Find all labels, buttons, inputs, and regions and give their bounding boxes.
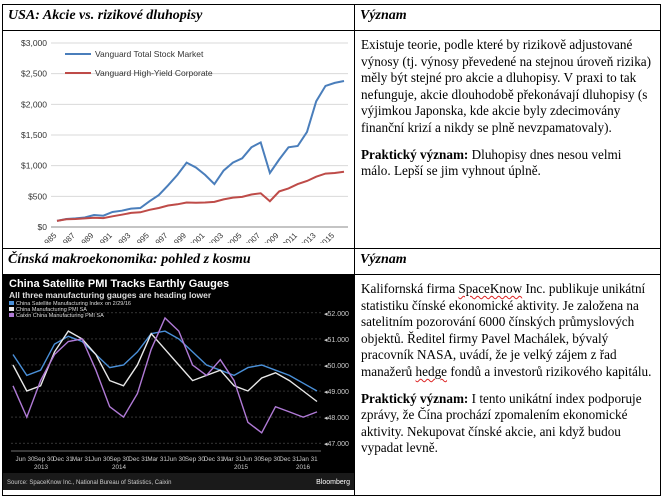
x-tick-label: 2015 (317, 231, 337, 243)
x-tick-label: Mar 31 (71, 456, 92, 463)
usa-line-chart (3, 31, 354, 243)
x-tick-label: 1993 (113, 231, 133, 243)
y-tick-label: $3,000 (21, 38, 47, 48)
x-tick-label: Dec 31 (52, 456, 73, 463)
x-tick-label: Sep 30 (109, 456, 130, 463)
x-year-label: 2013 (33, 464, 49, 471)
x-tick-label: 1997 (150, 231, 170, 243)
x-year-label: 2016 (295, 464, 311, 471)
x-tick-label: 2013 (298, 231, 318, 243)
y-tick-label: ◂49.000 (324, 389, 349, 397)
row2-meaning-header: Význam (355, 249, 661, 275)
legend-swatch (9, 307, 14, 311)
row1-practical (361, 147, 654, 180)
y-tick-label: ◂48.000 (324, 415, 349, 423)
legend-date-note: on 2/29/16 (105, 301, 131, 307)
row1-title: USA: Akcie vs. rizikové dluhopisy (3, 5, 355, 31)
legend-label: Vanguard High-Yield Corporate (95, 68, 213, 78)
content-table (2, 4, 661, 496)
x-year-label: 2015 (233, 464, 249, 471)
china-pmi-chart (3, 275, 354, 490)
x-tick-label: 1995 (132, 231, 151, 243)
series-line (57, 81, 344, 221)
x-tick-label: 2007 (243, 231, 263, 243)
x-tick-label: 1989 (76, 231, 96, 243)
x-tick-label: 2005 (224, 231, 244, 243)
row1-meaning-header: Význam (355, 5, 661, 31)
x-tick-label: Dec 31 (279, 456, 300, 463)
china-chart-cell (3, 275, 355, 496)
x-tick-label: 1985 (39, 231, 59, 243)
legend-swatch (9, 313, 14, 317)
chart-subtitle: All three manufacturing gauges are heading lower (9, 290, 212, 300)
row2-text-cell (355, 275, 661, 496)
chart-title: China Satellite PMI Tracks Earthly Gauges (9, 278, 230, 290)
x-tick-label: Jun 30 (15, 456, 35, 463)
row1-text-cell (355, 31, 661, 249)
y-tick-label: $1,500 (21, 130, 47, 140)
y-tick-label: ◂51.000 (324, 336, 349, 344)
legend-swatch (9, 301, 14, 305)
x-tick-label: Jun 30 (166, 456, 186, 463)
y-tick-label: $2,500 (21, 68, 47, 79)
legend-label: China Manufacturing PMI SA (16, 307, 87, 313)
y-tick-label: ◂50.000 (324, 362, 349, 370)
legend-label: Caixin China Manufacturing PMI SA (16, 313, 104, 319)
x-tick-label: 2001 (187, 231, 207, 243)
row1-practical-label: Praktický význam: (361, 146, 469, 162)
x-tick-label: 2009 (261, 231, 281, 243)
row2-text-c: fondů a investorů rizikového kapitálu. (447, 363, 652, 379)
x-tick-label: Jan 31 (298, 456, 318, 463)
chart-source: Source: SpaceKnow Inc., National Bureau of Statistics, Caixin (7, 480, 172, 486)
row2-text-b: Inc. publikuje unikátní statistiku čínské ekonomické aktivity. Je založena na satelitním pozorování 6000 čínských průmyslových objektů. Ředitel firmy Pavel Machálek, bývalý pracovník NASA, uvádí, že je velký zájem z řad manažerů (361, 281, 646, 379)
x-tick-label: 2011 (280, 231, 300, 243)
row2-practical-label: Praktický význam: (361, 390, 469, 406)
row2-text-a: Kalifornská firma (361, 281, 459, 296)
y-tick-label: $0 (37, 222, 47, 232)
y-tick-label: ◂47.000 (324, 441, 349, 449)
legend-label: China Satellite Manufacturing Index (16, 301, 103, 307)
x-year-label: 2014 (111, 464, 127, 471)
x-tick-label: Sep 30 (260, 456, 281, 463)
y-tick-label: $2,000 (21, 99, 47, 110)
x-tick-label: Sep 30 (33, 456, 54, 463)
x-tick-label: Dec 31 (128, 456, 149, 463)
usa-chart-cell (3, 31, 355, 249)
y-tick-label: ◂52.000 (324, 310, 349, 318)
row2-practical (361, 391, 654, 457)
row2-brand: SpaceKnow (458, 281, 523, 296)
y-tick-label: $500 (28, 191, 47, 202)
x-tick-label: Mar 31 (147, 456, 167, 463)
x-tick-label: 1999 (169, 231, 189, 243)
x-tick-label: 2003 (206, 231, 226, 243)
legend-label: Vanguard Total Stock Market (95, 49, 204, 59)
x-tick-label: 1987 (57, 231, 77, 243)
row2-paragraph (361, 281, 654, 381)
y-tick-label: $1,000 (21, 160, 47, 171)
row2-hedge: hedge (415, 363, 448, 379)
x-tick-label: Mar 31 (222, 456, 243, 463)
x-tick-label: Sep 30 (184, 456, 205, 463)
x-tick-label: Jun 30 (91, 456, 110, 463)
x-tick-label: 1991 (95, 231, 114, 243)
bloomberg-logo: Bloomberg (316, 479, 350, 486)
row2-title: Čínská makroekonomika: pohled z kosmu (3, 249, 355, 275)
row1-practical-text: Dluhopisy dnes nesou velmi málo. Lepší se jim vyhnout úplně. (361, 146, 622, 179)
x-tick-label: Jun 30 (242, 456, 261, 463)
x-tick-label: Dec 31 (203, 456, 224, 463)
row1-paragraph: Existuje teorie, podle které by rizikově adjustované výnosy (tj. výnosy převedené na stejnou úroveň rizika) měly být stejné pro akcie a dluhopisy. V praxi to tak nefunguje, akcie dlouhodobě překonávají dluhopisy (s výjimkou Japonska, kde akcie byly zdecimovány finanční krizí a nikdy se plně nevzpamatovaly). (361, 37, 652, 135)
row2-practical-text: I tento unikátní index podporuje zprávy, že Čína prochází zpomalením ekonomické aktivity. Nekupovat čínské akcie, ani když budou vypadat levně. (361, 390, 642, 456)
